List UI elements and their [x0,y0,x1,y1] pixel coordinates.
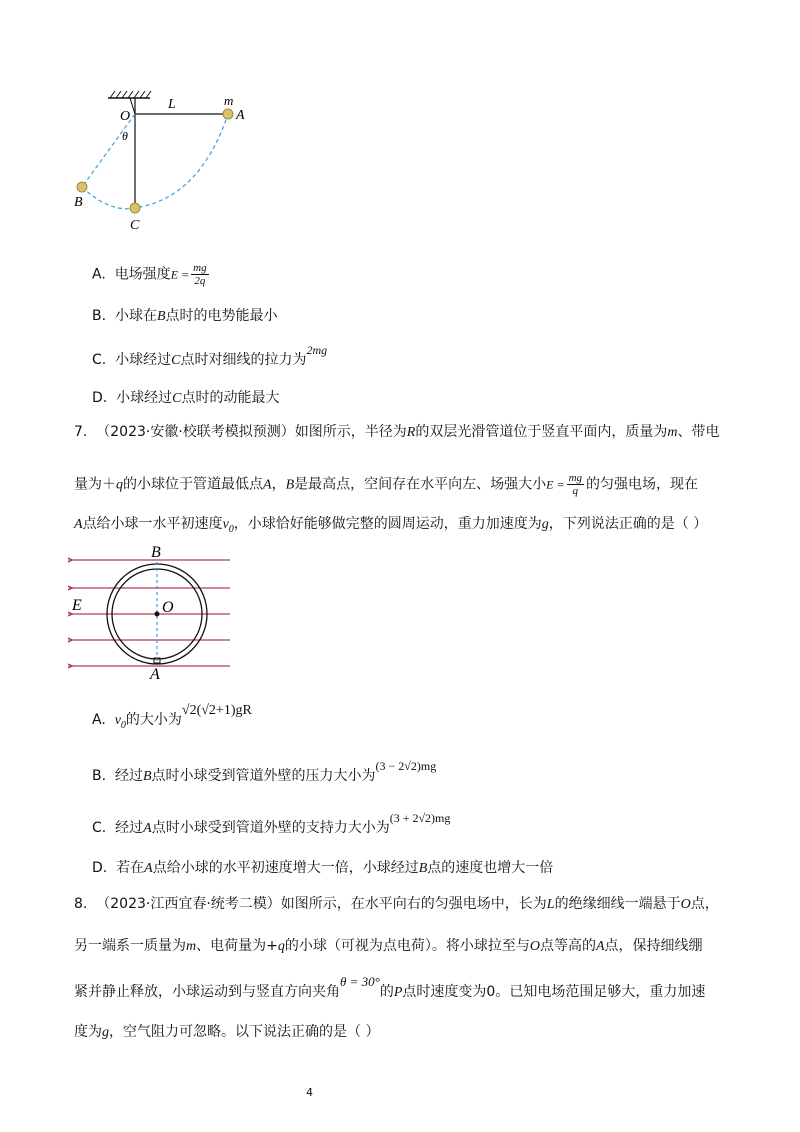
label-A: A [236,108,245,123]
q7-option-a[interactable]: A. $v_0$的大小为√2(√2+1)gR [92,703,252,731]
q7-option-d[interactable]: D. 若在A点给小球的水平初速度增大一倍，小球经过B点的速度也增大一倍 [92,860,554,876]
q7-option-b[interactable]: B. 经过B点时小球受到管道外壁的压力大小为(3 − 2√2)mg [92,759,437,784]
q7-stem-line1: 7. （2023·安徽·校联考模拟预测）如图所示，半径为R的双层光滑管道位于竖直平面内，质量为m、带电 [74,424,720,440]
label-O: O [120,109,131,124]
fig-label-E: E [72,597,82,614]
label-B: B [74,195,83,210]
circular-tube-figure [68,540,238,682]
label-L: L [168,97,176,112]
q8-stem-line3: 紧并静止释放，小球运动到与竖直方向夹角θ = 30°的P点时速度变为0。已知电场范围足够大，重力加速 [74,974,706,1000]
q6-option-c[interactable]: C. 小球经过C点时对细线的拉力为2mg [92,343,328,368]
fraction: $\frac{mg}{2q}$ [193,262,207,287]
q7-stem-line3: A点给小球一水平初速度$v_0$，小球恰好能够做完整的圆周运动，重力加速度为g，下列说法正确的是（ ） [74,516,708,535]
fig-label-O: O [162,599,174,616]
q8-stem-line1: 8. （2023·江西宜春·统考二模）如图所示，在水平向右的匀强电场中，长为L的绝缘细线一端悬于O点， [74,896,719,912]
q7-option-c[interactable]: C. 经过A点时小球受到管道外壁的支持力大小为(3 + 2√2)mg [92,811,451,836]
q6-option-b[interactable]: B. 小球在B点时的电势能最小 [92,308,278,324]
q7-stem-line2: 量为＋q的小球位于管道最低点A，B是最高点，空间存在水平向左、场强大小E = $\frac{mg}{q}$ 的匀强电场，现在 [74,472,699,497]
q6-option-a[interactable]: A. 电场强度E = $\frac{mg}{2q}$ [92,262,207,287]
pendulum-figure [70,88,270,238]
q8-stem-line4: 度为g，空气阻力可忽略。以下说法正确的是（ ） [74,1024,380,1040]
fraction: $\frac{mg}{q}$ [568,472,583,497]
fig-label-A: A [150,666,160,682]
page-number: 4 [306,1086,313,1099]
label-m: m [224,93,234,108]
label-theta: θ [122,129,128,143]
q8-stem-line2: 另一端系一质量为m、电荷量为+q的小球（可视为点电荷）。将小球拉至与O点等高的A点，保持细线绷 [74,938,703,954]
label-C: C [130,218,140,233]
fig-label-B: B [151,544,161,561]
q6-option-d[interactable]: D. 小球经过C点时的动能最大 [92,390,280,406]
